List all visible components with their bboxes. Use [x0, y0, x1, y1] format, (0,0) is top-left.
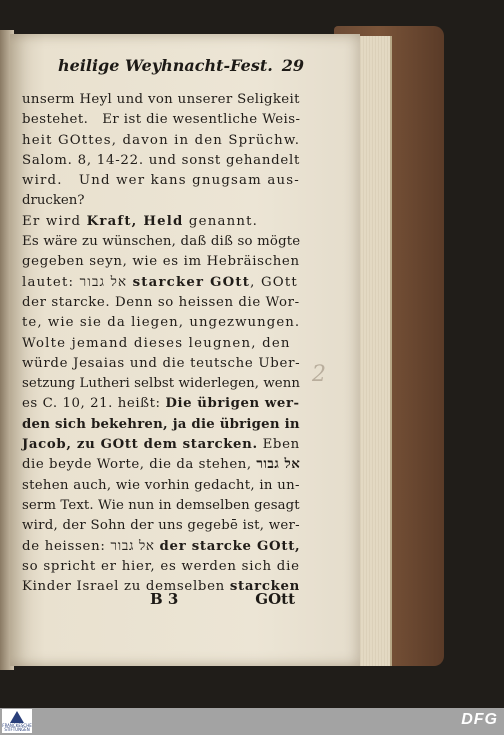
- text-run: der starcke. Denn so heissen die Wor-: [22, 294, 300, 310]
- text-line-content: [22, 191, 85, 211]
- text-line-content: [22, 171, 300, 191]
- text-run: setzung Lutheri selbst widerlegen, wenn: [22, 376, 301, 392]
- text-line-content: [22, 293, 300, 313]
- text-line-content: [22, 516, 300, 536]
- text-line-content: [22, 313, 300, 333]
- text-line-content: [22, 557, 300, 577]
- text-line: [22, 273, 300, 293]
- page-footer: [150, 590, 295, 608]
- emphasized-text: Jacob, zu GOtt dem starcken.: [22, 437, 258, 453]
- viewer-bottom-bar: [0, 708, 504, 735]
- text-line-content: [22, 476, 300, 496]
- text-line: [22, 435, 300, 455]
- text-line-content: [22, 537, 300, 557]
- running-header: [58, 56, 304, 75]
- text-line-content: [22, 496, 300, 516]
- text-line-content: [22, 354, 300, 374]
- text-line: [22, 537, 300, 557]
- text-line: [22, 90, 300, 110]
- text-line: [22, 293, 300, 313]
- text-line: [22, 374, 300, 394]
- text-line: [22, 191, 300, 211]
- text-run: es C. 10, 21. heißt:: [22, 396, 166, 412]
- text-run: heit GOttes, davon in den Sprüchw.: [22, 132, 301, 148]
- library-logo-icon: [10, 711, 24, 723]
- emphasized-text: Die übrigen wer-: [165, 396, 300, 412]
- text-run: te, wie sie da liegen, ungezwungen.: [22, 315, 301, 331]
- body-text: [22, 90, 300, 597]
- text-run: Er wird: [22, 213, 87, 229]
- text-run: unserm Heyl und von unserer Seligkeit: [22, 92, 300, 107]
- pencil-mark: 2: [312, 362, 326, 387]
- text-line-content: [22, 232, 300, 252]
- text-run: Kinder Israel zu demselben: [22, 579, 230, 595]
- text-run: serm Text. Wie nun in demselben gesagt: [22, 497, 300, 513]
- text-line: [22, 171, 300, 191]
- emphasized-text: der starcke GOtt,: [159, 538, 301, 554]
- catchword: GOtt: [255, 590, 295, 608]
- text-line: [22, 516, 300, 536]
- text-run: wird. Und wer kans gnugsam aus-: [22, 173, 300, 189]
- text-line-content: [22, 131, 300, 151]
- text-line: [22, 131, 300, 151]
- emphasized-text: den sich bekehren, ja die übrigen in: [22, 416, 300, 432]
- text-run: gegeben seyn, wie es im Hebräischen: [22, 254, 300, 270]
- text-line-content: [22, 435, 300, 455]
- text-run: de heissen: אל גבור: [22, 538, 160, 554]
- text-run: drucken?: [22, 193, 85, 209]
- text-line: [22, 557, 300, 577]
- emphasized-text: Kraft, Held: [86, 213, 184, 229]
- text-line: [22, 394, 300, 414]
- text-line: [22, 252, 300, 272]
- text-line-content: [22, 212, 258, 232]
- text-line: [22, 151, 300, 171]
- dfg-logo[interactable]: DFG: [461, 711, 498, 728]
- text-line-content: [22, 110, 300, 130]
- text-run: würde Jesaias und die teutsche Uber-: [22, 355, 301, 371]
- library-logo[interactable]: [2, 709, 32, 733]
- text-run: Es wäre zu wünschen, daß diß so mögte: [22, 234, 301, 250]
- text-line: [22, 232, 300, 252]
- text-line: [22, 212, 300, 232]
- text-run: Salom. 8, 14-22. und sonst gehandelt: [22, 152, 301, 168]
- text-line-content: [22, 334, 291, 354]
- text-line-content: [22, 151, 300, 171]
- text-line: [22, 110, 300, 130]
- text-run: Wolte jemand dieses leugnen, den: [22, 335, 291, 351]
- text-run: wird, der Sohn der uns gegebē ist, wer-: [22, 518, 300, 534]
- text-run: die beyde Worte, die da stehen,: [22, 457, 257, 473]
- text-run: so spricht er hier, es werden sich die: [22, 558, 300, 574]
- text-line: [22, 476, 300, 496]
- text-line: [22, 455, 300, 475]
- text-line: [22, 313, 300, 333]
- text-run: stehen auch, wie vorhin gedacht, in un-: [22, 477, 300, 493]
- text-run: , GOtt: [250, 274, 298, 290]
- text-run: lautet: אל גבור: [22, 274, 133, 290]
- emphasized-text: אל גבור: [256, 457, 301, 473]
- text-line-content: [22, 455, 300, 475]
- text-line: [22, 334, 300, 354]
- page-number: 29: [281, 56, 304, 75]
- emphasized-text: starcken: [229, 579, 301, 595]
- emphasized-text: starcker GOtt: [132, 274, 251, 290]
- text-line-content: [22, 394, 300, 414]
- text-run: Eben: [257, 437, 300, 453]
- signature-mark: B 3: [150, 590, 179, 608]
- text-line-content: [22, 90, 300, 110]
- text-line-content: [22, 374, 300, 394]
- text-line: [22, 415, 300, 435]
- text-run: genannt.: [183, 213, 259, 229]
- text-line: [22, 354, 300, 374]
- library-logo-caption: FRANCKESCHE STIFTUNGEN: [2, 723, 32, 732]
- text-line-content: [22, 415, 300, 435]
- text-line: [22, 496, 300, 516]
- text-run: bestehet. Er ist die wesentliche Weis-: [22, 112, 301, 128]
- text-line-content: [22, 273, 298, 293]
- running-head-title: heilige Weyhnacht-Fest.: [58, 56, 273, 75]
- text-line-content: [22, 252, 300, 272]
